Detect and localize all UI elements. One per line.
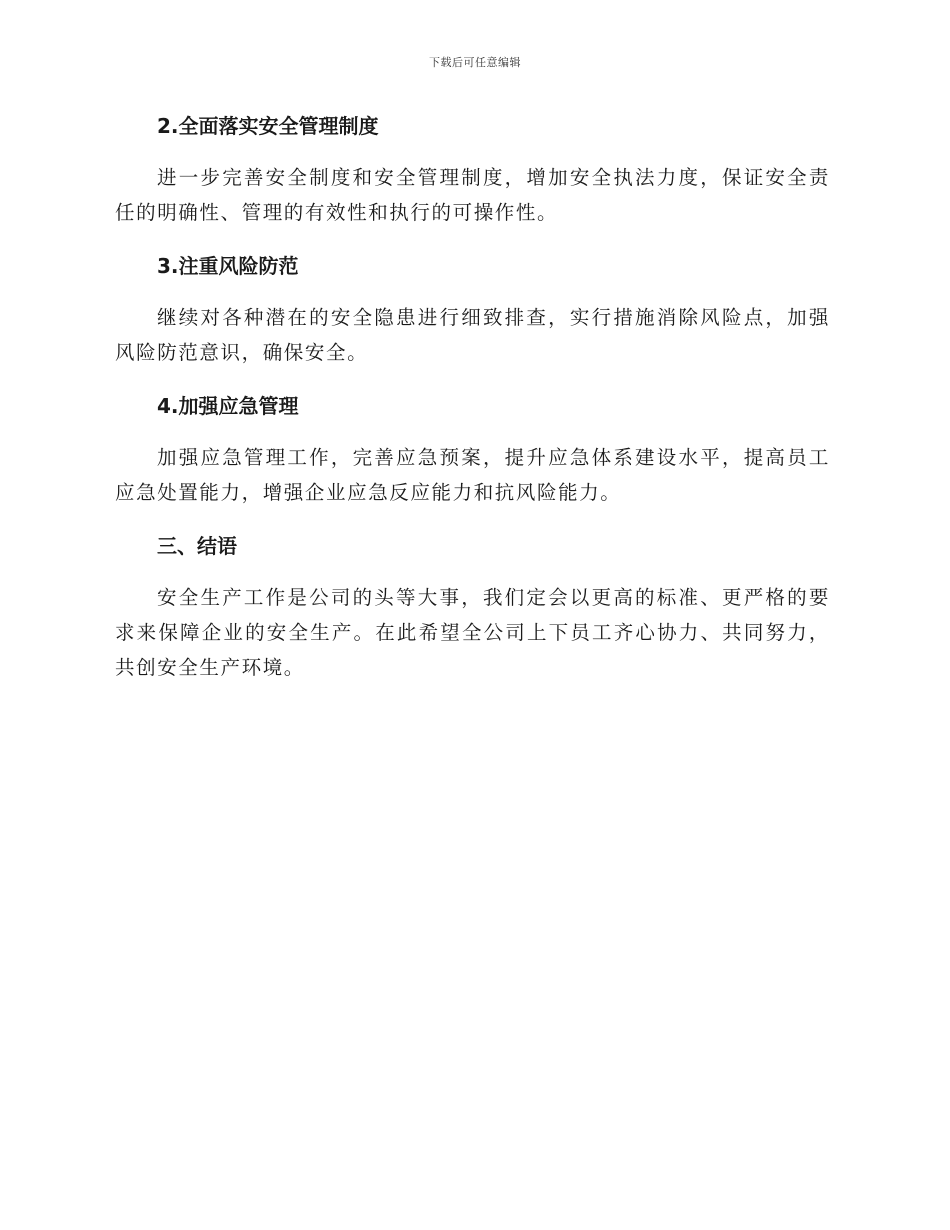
section-heading-risk-prevention: 3.注重风险防范 xyxy=(157,254,299,278)
section-paragraph-risk-prevention: 继续对各种潜在的安全隐患进行细致排查，实行措施消除风险点，加强风险防范意识，确保安全。 xyxy=(115,306,830,364)
document-body xyxy=(115,112,830,685)
section-paragraph-safety-system: 进一步完善安全制度和安全管理制度，增加安全执法力度，保证安全责任的明确性、管理的有效性和执行的可操作性。 xyxy=(115,166,830,224)
section-heading-emergency-management: 4.加强应急管理 xyxy=(157,394,299,418)
section-heading-conclusion: 三、结语 xyxy=(157,534,237,558)
section-heading-safety-system: 2.全面落实安全管理制度 xyxy=(157,114,379,138)
page-header: 下载后可任意编辑 xyxy=(429,56,521,69)
section-paragraph-emergency-management: 加强应急管理工作，完善应急预案，提升应急体系建设水平，提高员工应急处置能力，增强企业应急反应能力和抗风险能力。 xyxy=(115,446,830,504)
section-paragraph-conclusion: 安全生产工作是公司的头等大事，我们定会以更高的标准、更严格的要求来保障企业的安全生产。在此希望全公司上下员工齐心协力、共同努力，共创安全生产环境。 xyxy=(115,586,830,679)
